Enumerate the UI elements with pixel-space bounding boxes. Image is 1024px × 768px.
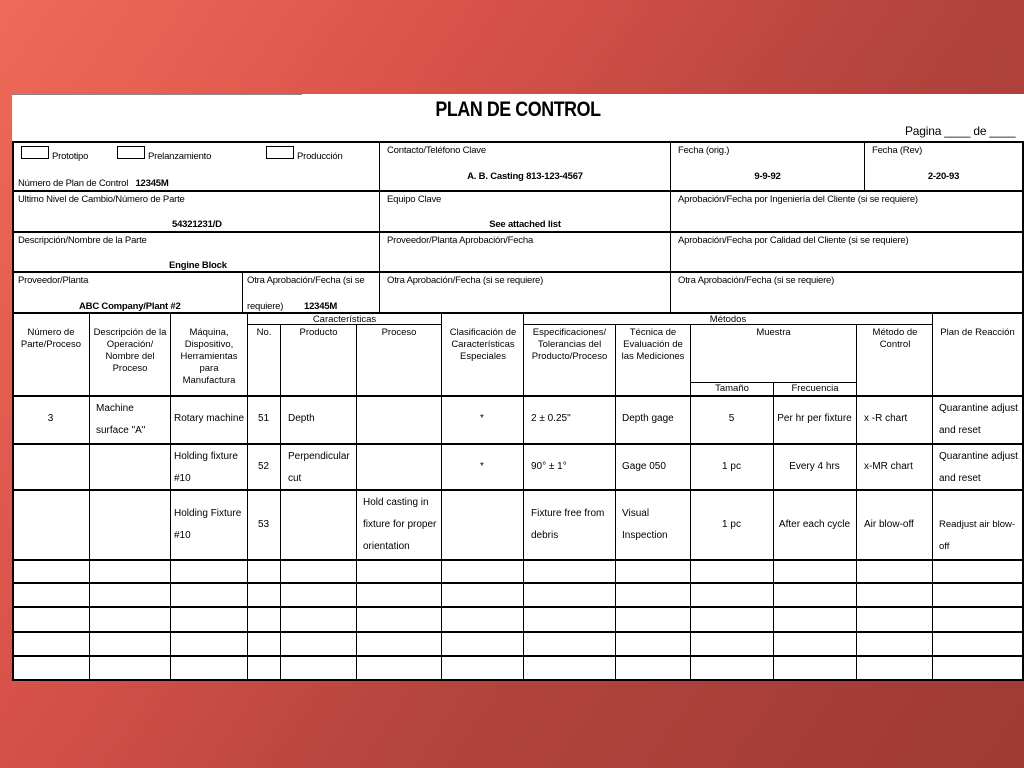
equipo-label: Equipo Clave — [387, 194, 442, 205]
table-row-3-tamano: 1 pc — [722, 519, 741, 530]
table-row-1-metodo: x -R chart — [864, 413, 908, 424]
col-maquina: Máquina, Dispositivo, Herramientas para Manufactura — [180, 327, 238, 386]
plan-number: Número de Plan de Control 12345M — [18, 178, 169, 189]
table-row-3-maquina: Holding Fixture #10 — [174, 508, 242, 541]
table-row-2-maquina: Holding fixture #10 — [174, 451, 238, 484]
col-caracteristicas: Características — [312, 314, 377, 325]
table-row-3-metodo: Air blow-off — [864, 519, 914, 530]
ultimo-nivel-value: 54321231/D — [172, 219, 222, 230]
col-tamano: Tamaño — [715, 383, 749, 394]
otra-aprob-1-sub: requiere) — [247, 301, 284, 312]
fecha-orig-value: 9-9-92 — [754, 171, 781, 182]
table-row-1-descripcion: Machine surface "A" — [96, 403, 146, 436]
table-row-1-especificaciones: 2 ± 0.25" — [531, 413, 571, 424]
col-especificaciones: Especificaciones/ Tolerancias del Producto/Proceso — [531, 327, 608, 362]
page-title: PLAN DE CONTROL — [435, 98, 601, 121]
table-row-2-metodo: x-MR chart — [864, 461, 913, 472]
table-row-1-tamano: 5 — [728, 413, 735, 424]
table-row-1-plan: Quarantine adjust and reset — [939, 403, 1018, 436]
table-row-3-especificaciones: Fixture free from debris — [531, 508, 605, 541]
col-tecnica: Técnica de Evaluación de las Mediciones — [621, 327, 685, 362]
table-row-2-clasificacion: * — [480, 461, 484, 472]
table-row-2-producto: Perpendicular cut — [288, 451, 350, 484]
prototipo-label: Prototipo — [52, 151, 89, 162]
table-row-1-maquina: Rotary machine — [174, 413, 245, 424]
proveedor-value: ABC Company/Plant #2 — [79, 301, 181, 312]
col-numero: Número de Parte/Proceso — [20, 327, 82, 350]
prototipo-checkbox[interactable] — [21, 146, 49, 159]
proveedor-label: Proveedor/Planta — [18, 275, 89, 286]
table-row-1-producto: Depth — [288, 413, 315, 424]
table-row-2-no: 52 — [257, 461, 270, 472]
table-row-2-plan: Quarantine adjust and reset — [939, 451, 1018, 484]
table-row-3-frecuencia: After each cycle — [778, 519, 851, 530]
produccion-label: Producción — [297, 151, 343, 162]
table-row-1-tecnica: Depth gage — [622, 413, 674, 424]
contacto-value: A. B. Casting 813-123-4567 — [467, 171, 583, 182]
fecha-rev-value: 2-20-93 — [927, 171, 960, 182]
prelanzamiento-label: Prelanzamiento — [148, 151, 212, 162]
col-producto: Producto — [299, 327, 338, 338]
descripcion-value: Engine Block — [169, 260, 227, 271]
fecha-orig-label: Fecha (orig.) — [678, 145, 730, 156]
fecha-rev-label: Fecha (Rev) — [872, 145, 923, 156]
contacto-label: Contacto/Teléfono Clave — [387, 145, 486, 156]
col-plan-reaccion: Plan de Reacción — [940, 327, 1015, 338]
table-row-1-frecuencia: Per hr per fixture — [777, 413, 852, 424]
aprob-ing-label: Aprobación/Fecha por Ingeniería del Cliente (si se requiere) — [678, 194, 918, 205]
col-frecuencia: Frecuencia — [791, 383, 839, 394]
otra-aprob-3-label: Otra Aprobación/Fecha (si se requiere) — [678, 275, 835, 286]
otra-aprob-2-label: Otra Aprobación/Fecha (si se requiere) — [387, 275, 544, 286]
table-row-3-plan: Readjust air blow-off — [939, 519, 1016, 552]
page-number: Pagina ____ de ____ — [905, 124, 1016, 138]
table-row-1-numero: 3 — [47, 413, 54, 424]
table-row-1-no: 51 — [257, 413, 270, 424]
table-row-2-frecuencia: Every 4 hrs — [789, 461, 840, 472]
ultimo-nivel-label: Ultimo Nivel de Cambio/Número de Parte — [18, 194, 185, 205]
otra-aprob-1-label: Otra Aprobación/Fecha (si se — [247, 275, 365, 286]
table-row-2-especificaciones: 90° ± 1° — [531, 461, 567, 472]
produccion-checkbox[interactable] — [266, 146, 294, 159]
col-metodos: Métodos — [709, 314, 747, 325]
control-plan-sheet — [12, 94, 1024, 681]
aprob-calidad-label: Aprobación/Fecha por Calidad del Cliente (si se requiere) — [678, 235, 909, 246]
table-row-3-tecnica: Visual Inspection — [622, 508, 668, 541]
col-no: No. — [256, 327, 272, 338]
otra-aprob-1-value: 12345M — [304, 301, 338, 312]
col-muestra: Muestra — [756, 327, 791, 338]
top-rule — [12, 94, 302, 95]
prelanzamiento-checkbox[interactable] — [117, 146, 145, 159]
descripcion-label: Descripción/Nombre de la Parte — [18, 235, 147, 246]
col-metodo-control: Método de Control — [872, 327, 918, 350]
col-clasificacion: Clasificación de Características Especiales — [449, 327, 517, 362]
table-row-2-tecnica: Gage 050 — [622, 461, 666, 472]
table-row-3-no: 53 — [257, 519, 270, 530]
table-row-1-clasificacion: * — [480, 413, 484, 424]
col-descripcion: Descripción de la Operación/ Nombre del Proceso — [93, 327, 167, 374]
equipo-value: See attached list — [489, 219, 561, 230]
col-proceso: Proceso — [381, 327, 417, 338]
table-row-2-tamano: 1 pc — [722, 461, 741, 472]
table-row-3-proceso: Hold casting in fixture for proper orientation — [363, 497, 437, 552]
proveedor-aprob-label: Proveedor/Planta Aprobación/Fecha — [387, 235, 534, 246]
